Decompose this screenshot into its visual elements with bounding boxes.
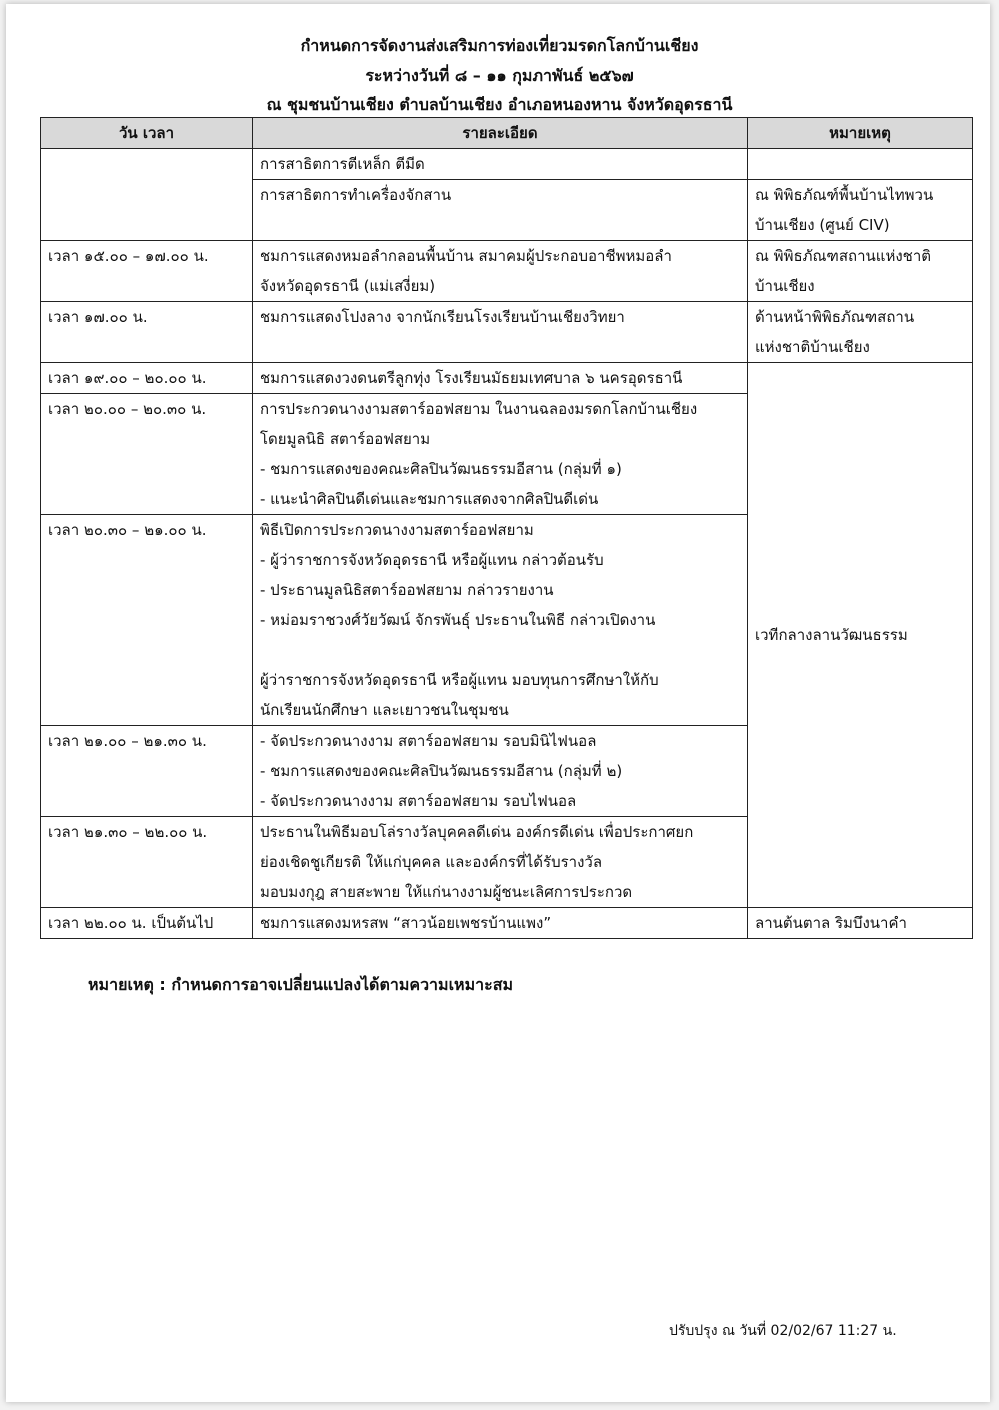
detail-cell bbox=[253, 817, 748, 908]
detail-line: มอบมงกุฎ สายสะพาย ให้แก่นางงามผู้ชนะเลิศการประกวด bbox=[260, 883, 633, 901]
detail-cell bbox=[253, 149, 748, 180]
detail-line: ผู้ว่าราชการจังหวัดอุดรธานี หรือผู้แทน มอบทุนการศึกษาให้กับ bbox=[260, 671, 659, 689]
note-line: แห่งชาติบ้านเชียง bbox=[755, 338, 870, 356]
detail-line: การสาธิตการทำเครื่องจักสาน bbox=[260, 186, 452, 204]
document-venue: ณ ชุมชนบ้านเชียง ตำบลบ้านเชียง อำเภอหนองหาน จังหวัดอุดรธานี bbox=[266, 95, 733, 114]
time-cell bbox=[41, 149, 253, 241]
schedule-table bbox=[40, 117, 973, 939]
note-cell: ลานต้นตาล ริมบึงนาคำ bbox=[748, 908, 973, 939]
table-row bbox=[41, 908, 973, 939]
detail-line bbox=[260, 635, 740, 665]
detail-line: ย่องเชิดชูเกียรติ ให้แก่บุคคล และองค์กรที่ได้รับรางวัล bbox=[260, 853, 603, 871]
detail-line: ชมการแสดงวงดนตรีลูกทุ่ง โรงเรียนมัธยมเทศบาล ๖ นครอุดรธานี bbox=[260, 369, 683, 387]
note-line: ณ พิพิธภัณฑสถานแห่งชาติ bbox=[755, 247, 932, 265]
detail-line: การสาธิตการตีเหล็ก ตีมีด bbox=[260, 155, 425, 173]
detail-line: โดยมูลนิธิ สตาร์ออฟสยาม bbox=[260, 430, 431, 448]
note-line: บ้านเชียง (ศูนย์ CIV) bbox=[755, 216, 890, 234]
detail-cell bbox=[253, 241, 748, 302]
time-cell: เวลา ๑๙.๐๐ – ๒๐.๐๐ น. bbox=[41, 363, 253, 394]
table-row bbox=[41, 363, 973, 394]
table-row bbox=[41, 302, 973, 363]
note-line: ณ พิพิธภัณฑ์พื้นบ้านไทพวน bbox=[755, 186, 934, 204]
detail-cell bbox=[253, 394, 748, 515]
table-row bbox=[41, 241, 973, 302]
detail-line: - แนะนำศิลปินดีเด่นและชมการแสดงจากศิลปินดีเด่น bbox=[260, 490, 599, 508]
time-cell: เวลา ๒๑.๓๐ – ๒๒.๐๐ น. bbox=[41, 817, 253, 908]
detail-line: ประธานในพิธีมอบโล่รางวัลบุคคลดีเด่น องค์กรดีเด่น เพื่อประกาศยก bbox=[260, 823, 694, 841]
note-cell bbox=[748, 302, 973, 363]
header-time: วัน เวลา bbox=[41, 118, 253, 149]
time-cell: เวลา ๒๐.๓๐ – ๒๑.๐๐ น. bbox=[41, 515, 253, 726]
detail-line: การประกวดนางงามสตาร์ออฟสยาม ในงานฉลองมรดกโลกบ้านเชียง bbox=[260, 400, 698, 418]
document-title: กำหนดการจัดงานส่งเสริมการท่องเที่ยวมรดกโลกบ้านเชียง bbox=[300, 36, 699, 55]
detail-line: - ผู้ว่าราชการจังหวัดอุดรธานี หรือผู้แทน กล่าวต้อนรับ bbox=[260, 551, 604, 569]
note-line: ด้านหน้าพิพิธภัณฑสถาน bbox=[755, 308, 915, 326]
updated-timestamp: ปรับปรุง ณ วันที่ 02/02/67 11:27 น. bbox=[669, 1323, 897, 1339]
detail-cell bbox=[253, 908, 748, 939]
detail-line: - หม่อมราชวงศ์วัยวัฒน์ จักรพันธุ์ ประธานในพิธี กล่าวเปิดงาน bbox=[260, 611, 656, 629]
detail-line: - ประธานมูลนิธิสตาร์ออฟสยาม กล่าวรายงาน bbox=[260, 581, 554, 599]
detail-line: - ชมการแสดงของคณะศิลปินวัฒนธรรมอีสาน (กลุ่มที่ ๑) bbox=[260, 460, 622, 478]
detail-cell bbox=[253, 180, 748, 241]
note-cell bbox=[748, 180, 973, 241]
detail-line: พิธีเปิดการประกวดนางงามสตาร์ออฟสยาม bbox=[260, 521, 534, 539]
time-cell: เวลา ๒๒.๐๐ น. เป็นต้นไป bbox=[41, 908, 253, 939]
time-cell: เวลา ๑๗.๐๐ น. bbox=[41, 302, 253, 363]
note-cell bbox=[748, 241, 973, 302]
detail-line: - จัดประกวดนางงาม สตาร์ออฟสยาม รอบมินิไฟนอล bbox=[260, 732, 597, 750]
time-cell: เวลา ๒๑.๐๐ – ๒๑.๓๐ น. bbox=[41, 726, 253, 817]
note-cell bbox=[748, 149, 973, 180]
detail-line: - ชมการแสดงของคณะศิลปินวัฒนธรรมอีสาน (กลุ่มที่ ๒) bbox=[260, 762, 623, 780]
time-cell: เวลา ๑๕.๐๐ – ๑๗.๐๐ น. bbox=[41, 241, 253, 302]
document-date-range: ระหว่างวันที่ ๘ – ๑๑ กุมภาพันธ์ ๒๕๖๗ bbox=[365, 66, 634, 85]
detail-line: นักเรียนนักศึกษา และเยาวชนในชุมชน bbox=[260, 701, 509, 719]
table-header-row bbox=[41, 118, 973, 149]
detail-line: - จัดประกวดนางงาม สตาร์ออฟสยาม รอบไฟนอล bbox=[260, 792, 577, 810]
time-cell: เวลา ๒๐.๐๐ – ๒๐.๓๐ น. bbox=[41, 394, 253, 515]
note-line: บ้านเชียง bbox=[755, 277, 815, 295]
detail-cell bbox=[253, 726, 748, 817]
detail-line: จังหวัดอุดรธานี (แม่เสงี่ยม) bbox=[260, 277, 436, 295]
merged-note-cell: เวทีกลางลานวัฒนธรรม bbox=[748, 363, 973, 908]
header-detail: รายละเอียด bbox=[253, 118, 748, 149]
table-row bbox=[41, 149, 973, 180]
detail-cell bbox=[253, 302, 748, 363]
header-note: หมายเหตุ bbox=[748, 118, 973, 149]
detail-cell bbox=[253, 363, 748, 394]
detail-line: ชมการแสดงโปงลาง จากนักเรียนโรงเรียนบ้านเชียงวิทยา bbox=[260, 308, 625, 326]
detail-line: ชมการแสดงมหรสพ “สาวน้อยเพชรบ้านแพง” bbox=[260, 914, 552, 932]
detail-cell bbox=[253, 515, 748, 726]
footnote: หมายเหตุ : กำหนดการอาจเปลี่ยนแปลงได้ตามความเหมาะสม bbox=[88, 975, 514, 994]
detail-line: ชมการแสดงหมอลำกลอนพื้นบ้าน สมาคมผู้ประกอบอาชีพหมอลำ bbox=[260, 247, 672, 265]
